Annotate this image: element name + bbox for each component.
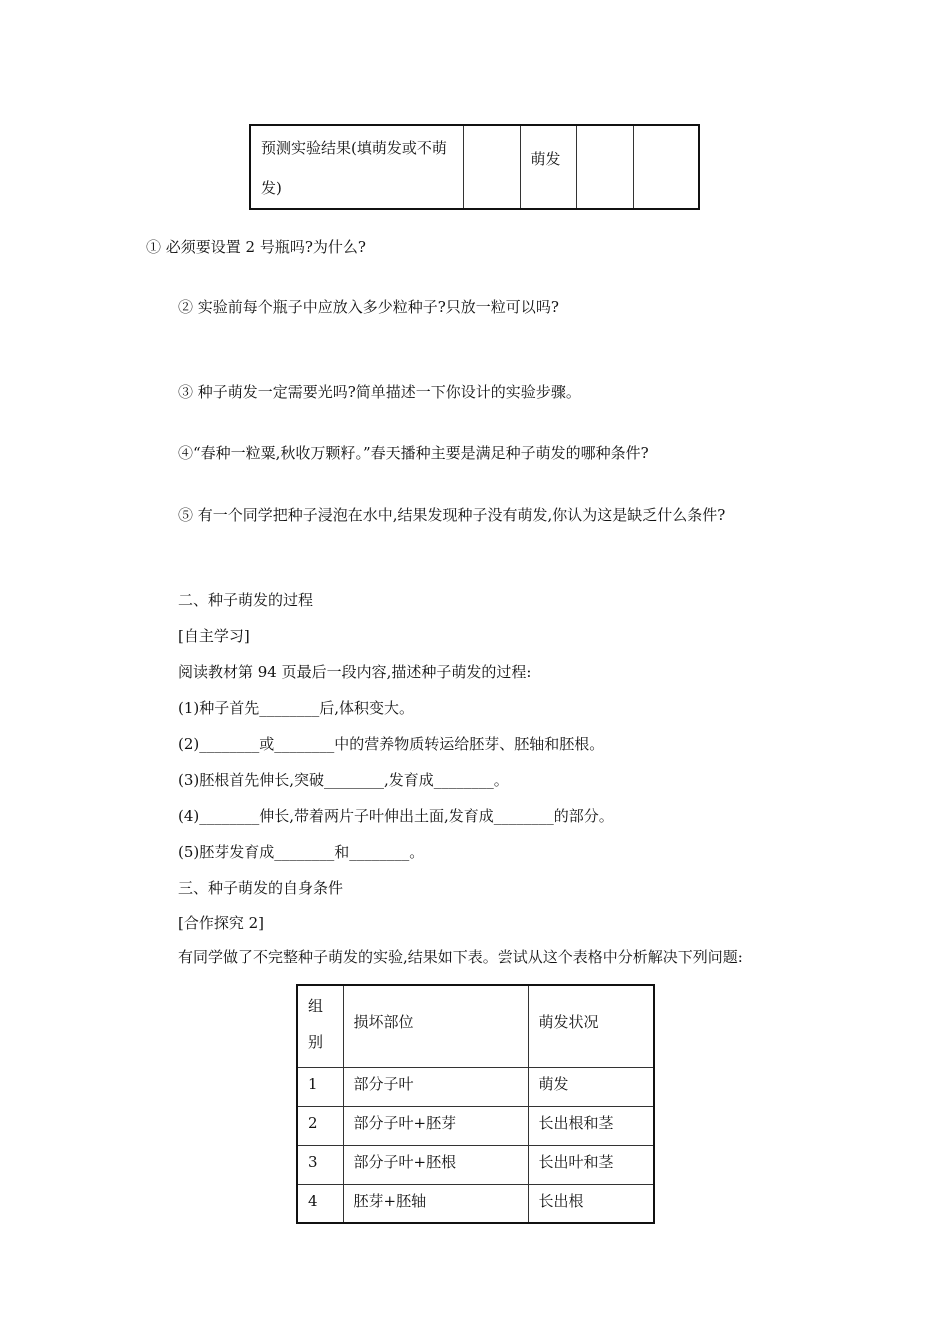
cell-damage: 部分子叶 [343,1067,528,1106]
header-status: 萌发状况 [528,985,654,1067]
fill-item: (3)胚根首先伸长,突破________,发育成________。 [178,771,509,789]
row-label: 预测实验结果(填萌发或不萌发) [250,125,463,209]
cell-group: 1 [297,1067,343,1106]
fill-item: (5)胚芽发育成________和________。 [178,843,425,861]
cell-status: 萌发 [528,1067,654,1106]
question-5: ⑤ 有一个同学把种子浸泡在水中,结果发现种子没有萌发,你认为这是缺乏什么条件? [178,506,726,524]
cell-group: 2 [297,1106,343,1145]
table-row [297,1145,654,1184]
fill-item: (2)________或________中的营养物质转运给胚芽、胚轴和胚根。 [178,735,605,753]
cell-damage: 部分子叶+胚芽 [343,1106,528,1145]
cell-group: 3 [297,1145,343,1184]
table-header-row [297,985,654,1067]
section-tag: [自主学习] [178,627,250,645]
fill-item: (1)种子首先________后,体积变大。 [178,699,415,717]
table-cell [463,125,520,209]
table-row [297,1184,654,1223]
cell-status: 长出根 [528,1184,654,1223]
cell-status: 长出叶和茎 [528,1145,654,1184]
cell-damage: 部分子叶+胚根 [343,1145,528,1184]
table-row [250,125,699,209]
section-intro: 阅读教材第 94 页最后一段内容,描述种子萌发的过程: [178,663,532,681]
question-4: ④“春种一粒粟,秋收万颗籽。”春天播种主要是满足种子萌发的哪种条件? [178,444,649,462]
cell-damage: 胚芽+胚轴 [343,1184,528,1223]
damage-table [296,984,655,1224]
table-cell [576,125,633,209]
question-3: ③ 种子萌发一定需要光吗?简单描述一下你设计的实验步骤。 [178,383,581,401]
header-damage: 损坏部位 [343,985,528,1067]
question-1: ① 必须要设置 2 号瓶吗?为什么? [146,238,366,256]
prediction-table [249,124,700,210]
fill-item: (4)________伸长,带着两片子叶伸出土面,发育成________的部分。 [178,807,614,825]
section-heading: 二、种子萌发的过程 [178,591,314,609]
table-row [297,1106,654,1145]
table-cell: 萌发 [520,125,576,209]
cell-status: 长出根和茎 [528,1106,654,1145]
question-2: ② 实验前每个瓶子中应放入多少粒种子?只放一粒可以吗? [178,298,559,316]
cell-group: 4 [297,1184,343,1223]
table-cell [633,125,699,209]
section-tag: [合作探究 2] [178,914,265,932]
header-group [297,985,343,1067]
section-heading: 三、种子萌发的自身条件 [178,879,344,897]
header-group-text: 组别 [308,997,324,1051]
section-intro: 有同学做了不完整种子萌发的实验,结果如下表。尝试从这个表格中分析解决下列问题: [178,948,743,966]
table-row [297,1067,654,1106]
